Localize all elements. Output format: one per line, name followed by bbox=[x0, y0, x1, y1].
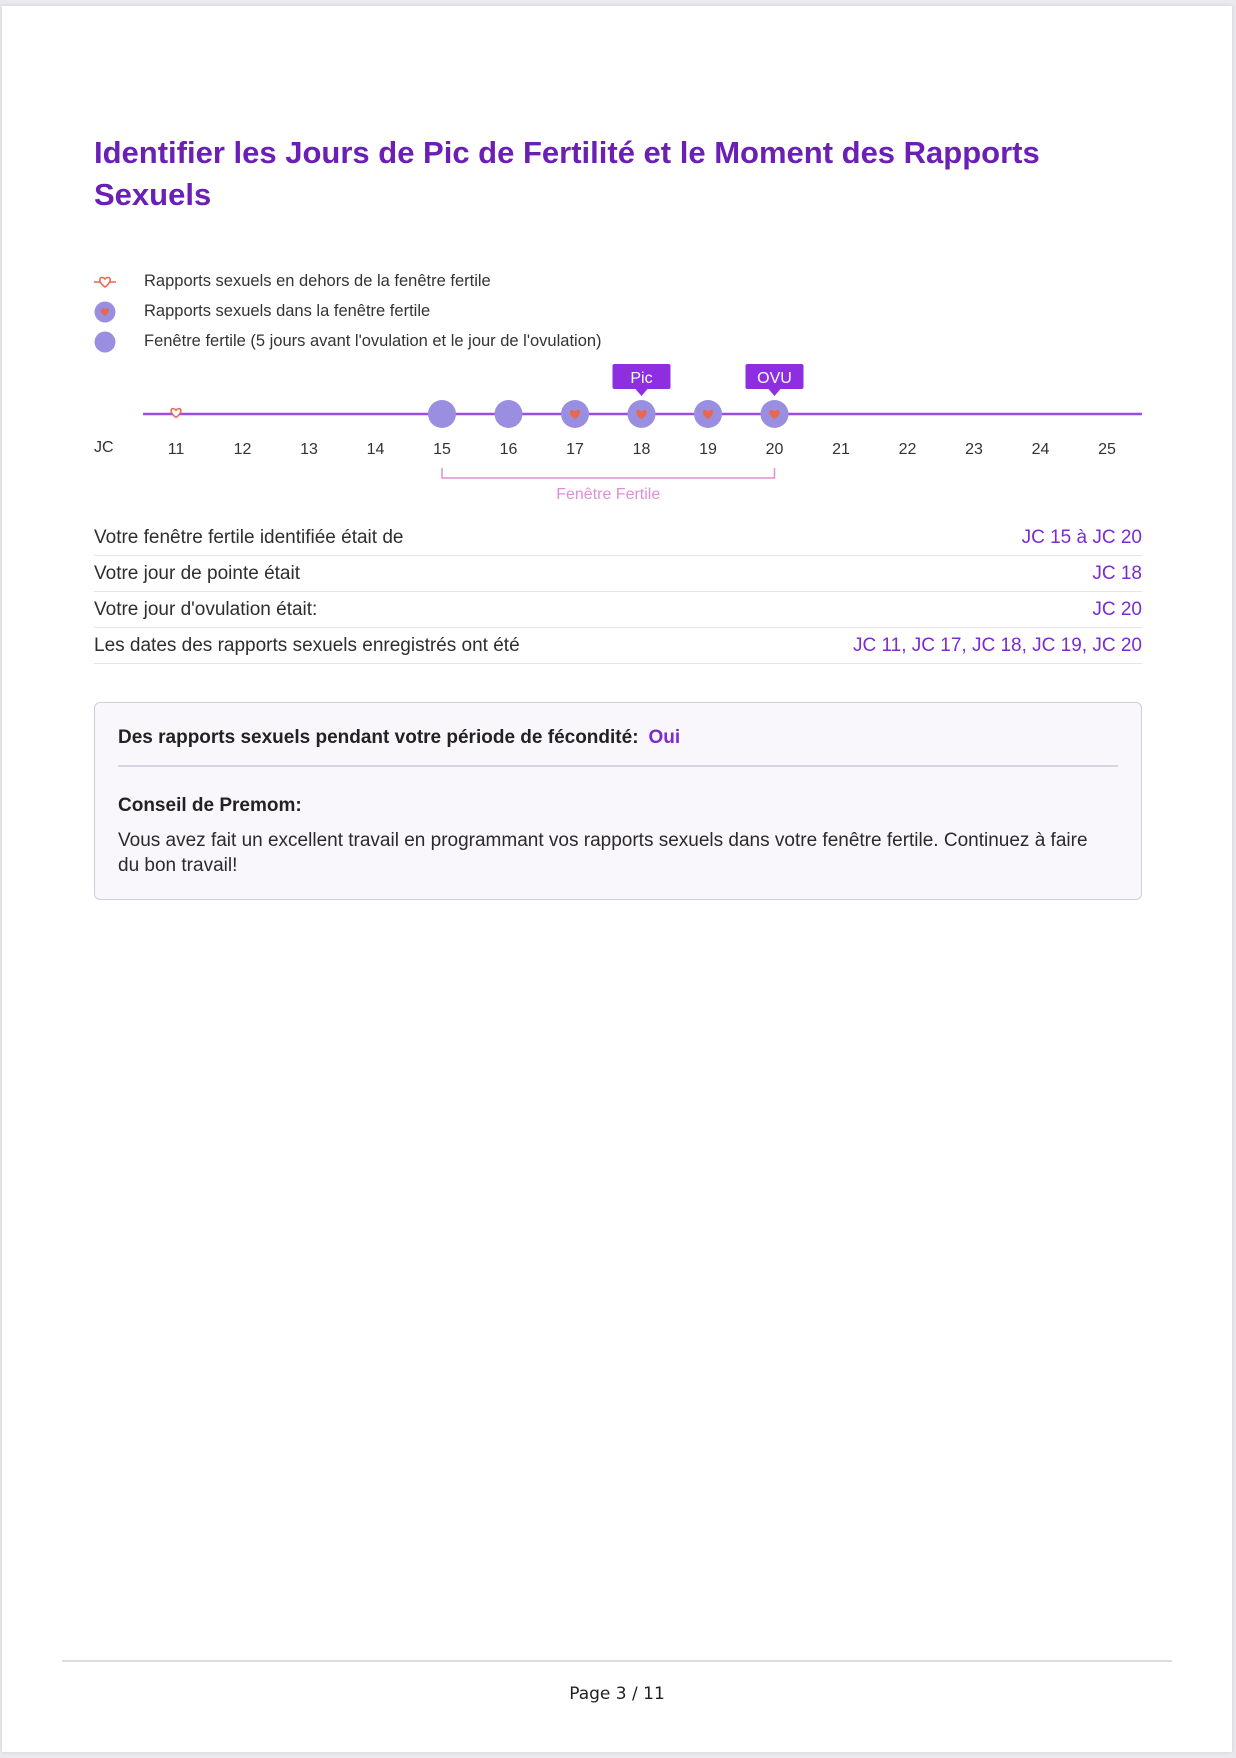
day-tick-label: 12 bbox=[233, 441, 252, 458]
ovulation-tag-pointer bbox=[769, 389, 781, 396]
fertile-window-bracket bbox=[442, 468, 775, 478]
summary-value: JC 18 bbox=[1092, 563, 1142, 584]
summary-row-peak-day bbox=[94, 556, 1142, 592]
summary-label: Votre jour d'ovulation était: bbox=[94, 599, 318, 620]
advice-text: Vous avez fait un excellent travail en programmant vos rapports sexuels dans votre fenêtre fertile. Continuez à faire du bon travail! bbox=[118, 830, 1088, 876]
legend bbox=[94, 268, 1142, 358]
summary-value: JC 20 bbox=[1092, 599, 1142, 620]
circle-icon bbox=[94, 331, 116, 353]
day-tick-label: 22 bbox=[898, 441, 917, 458]
peak-tag-pointer bbox=[636, 389, 648, 396]
day-tick-label: 14 bbox=[366, 441, 385, 458]
day-tick-label: 24 bbox=[1031, 441, 1050, 458]
heart-outline-icon bbox=[94, 271, 116, 293]
answer-value: Oui bbox=[648, 727, 681, 748]
ovulation-tag-label: OVU bbox=[757, 370, 792, 387]
advice-title: Conseil de Premom: bbox=[118, 795, 302, 816]
legend-label: Rapports sexuels en dehors de la fenêtre fertile bbox=[144, 272, 491, 290]
summary-row-fertile-window bbox=[94, 520, 1142, 556]
fertile-window-label: Fenêtre Fertile bbox=[556, 486, 661, 503]
summary-label: Votre jour de pointe était bbox=[94, 563, 300, 584]
legend-item-outside bbox=[94, 268, 1142, 298]
legend-item-inside bbox=[94, 298, 1142, 328]
page-number: Page 3 / 11 bbox=[569, 1684, 665, 1704]
summary-row-intercourse-dates bbox=[94, 628, 1142, 664]
summary-label: Les dates des rapports sexuels enregistrés ont été bbox=[94, 635, 520, 656]
timeline-chart bbox=[94, 356, 1142, 506]
fertile-day-circle bbox=[495, 400, 523, 428]
axis-label: JC bbox=[94, 439, 114, 456]
day-tick-label: 21 bbox=[832, 441, 850, 458]
legend-item-fertile bbox=[94, 328, 1142, 358]
advice-divider bbox=[118, 765, 1118, 767]
peak-tag-label: Pic bbox=[630, 370, 653, 387]
day-tick-label: 18 bbox=[632, 441, 651, 458]
cycle-timeline bbox=[94, 356, 1142, 506]
heart-outline-icon bbox=[171, 409, 181, 418]
legend-label: Fenêtre fertile (5 jours avant l'ovulation et le jour de l'ovulation) bbox=[144, 332, 602, 350]
summary-table bbox=[94, 520, 1142, 664]
day-tick-label: 17 bbox=[566, 441, 584, 458]
day-tick-label: 16 bbox=[499, 441, 518, 458]
day-tick-label: 20 bbox=[765, 441, 784, 458]
day-tick-label: 19 bbox=[699, 441, 717, 458]
summary-value: JC 11, JC 17, JC 18, JC 19, JC 20 bbox=[853, 635, 1142, 656]
day-tick-label: 25 bbox=[1098, 441, 1116, 458]
day-tick-label: 23 bbox=[965, 441, 983, 458]
day-tick-label: 11 bbox=[167, 441, 185, 458]
day-tick-label: 15 bbox=[433, 441, 451, 458]
report-page bbox=[2, 6, 1232, 1752]
footer-divider bbox=[62, 1660, 1172, 1662]
legend-label: Rapports sexuels dans la fenêtre fertile bbox=[144, 302, 431, 320]
summary-value: JC 15 à JC 20 bbox=[1021, 527, 1142, 548]
circle-heart-icon bbox=[94, 301, 116, 323]
fertile-day-circle bbox=[428, 400, 456, 428]
advice-box bbox=[94, 702, 1142, 900]
day-tick-label: 13 bbox=[300, 441, 318, 458]
question-text: Des rapports sexuels pendant votre période de fécondité: bbox=[118, 727, 639, 748]
summary-label: Votre fenêtre fertile identifiée était de bbox=[94, 527, 404, 548]
page-title: Identifier les Jours de Pic de Fertilité et le Moment des Rapports Sexuels bbox=[94, 135, 1040, 212]
summary-row-ovulation-day bbox=[94, 592, 1142, 628]
fertile-intercourse-question bbox=[118, 727, 680, 749]
